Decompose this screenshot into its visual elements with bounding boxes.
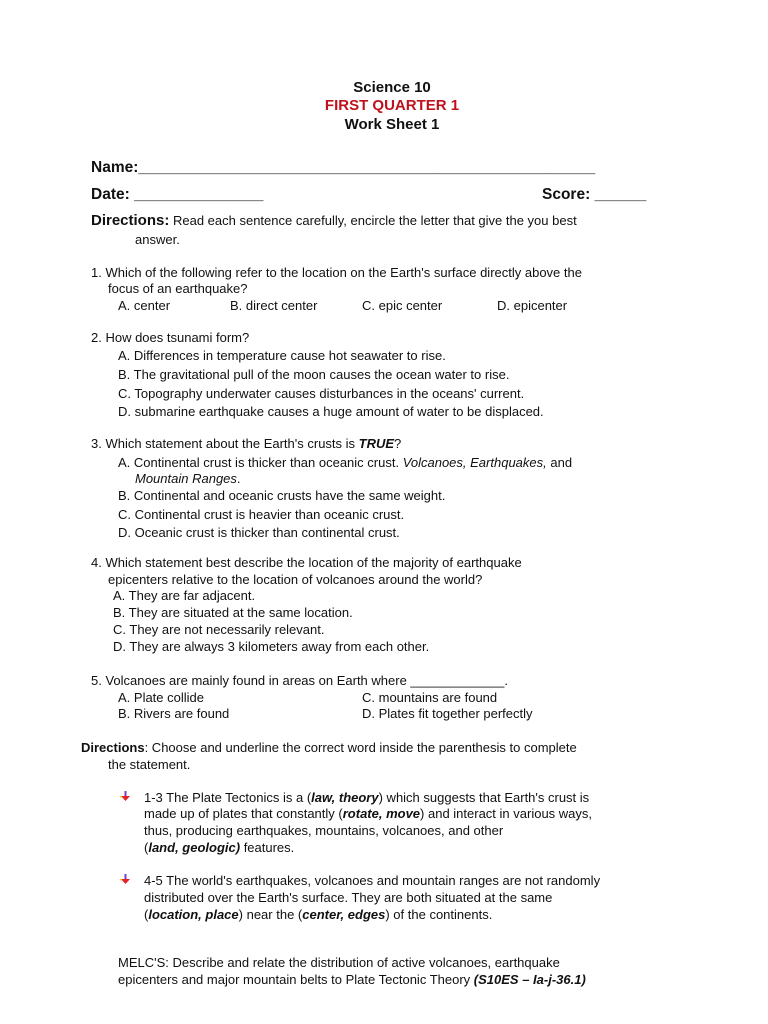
q4-choice-a[interactable]: A. They are far adjacent.	[113, 588, 256, 603]
item-1-3-text-2b: ) and interact in various ways,	[420, 806, 593, 821]
item-1-3-line-1	[144, 789, 589, 806]
item-4-5-line-1: 4-5 The world's earthquakes, volcanoes and mountain ranges are not randomly	[144, 873, 601, 888]
item-4-5-line-3	[144, 906, 492, 923]
question-4: 4. Which statement best describe the location of the majority of earthquake	[91, 555, 522, 570]
score-label: Score:	[542, 186, 591, 203]
question-1: 1. Which of the following refer to the location on the Earth's surface directly above the	[91, 265, 582, 280]
q3-choice-d[interactable]: D. Oceanic crust is thicker than continental crust.	[118, 525, 400, 540]
q5-choice-d[interactable]: D. Plates fit together perfectly	[362, 706, 533, 721]
choice-land-geologic[interactable]: land, geologic)	[148, 840, 241, 855]
item-1-3-line-3: thus, producing earthquakes, mountains, volcanoes, and other	[144, 823, 504, 838]
q3-choice-a[interactable]	[118, 454, 572, 471]
directions-1-text: Read each sentence carefully, encircle the letter that give the you best	[172, 213, 577, 228]
item-1-3-text-2: made up of plates that constantly (	[144, 806, 343, 821]
q4-choice-c[interactable]: C. They are not necessarily relevant.	[113, 622, 325, 637]
item-4-5-line-2: distributed over the Earth's surface. They are both situated at the same	[144, 890, 553, 905]
date-row	[91, 186, 263, 204]
q5-choice-b[interactable]: B. Rivers are found	[118, 706, 230, 721]
q2-choice-a[interactable]: A. Differences in temperature cause hot seawater to rise.	[118, 348, 446, 363]
q5-choice-c[interactable]: C. mountains are found	[362, 690, 498, 705]
q2-choice-c[interactable]: C. Topography underwater causes disturbances in the oceans' current.	[118, 386, 525, 401]
item-4-5-paren: (	[144, 907, 149, 922]
item-1-3-line-4	[144, 839, 294, 856]
q3-mark: ?	[394, 436, 402, 451]
q3-text: 3. Which statement about the Earth's crusts is	[91, 436, 359, 451]
item-1-3-line-2	[144, 805, 592, 822]
directions-2-text-cont: the statement.	[108, 757, 191, 772]
melc-text: epicenters and major mountain belts to Plate Tectonic Theory	[118, 972, 474, 987]
question-4-cont: epicenters relative to the location of volcanoes around the world?	[108, 572, 483, 587]
subject-title: Science 10	[353, 79, 431, 96]
q3-choice-c[interactable]: C. Continental crust is heavier than oceanic crust.	[118, 507, 405, 522]
item-1-3-text-4: features.	[240, 840, 295, 855]
q3-a-italic-2: Mountain Ranges	[135, 471, 237, 486]
choice-center-edges[interactable]: center, edges	[302, 907, 386, 922]
question-3	[91, 435, 401, 452]
q3-a-italic: Volcanoes, Earthquakes,	[402, 455, 547, 470]
q5-choice-a[interactable]: A. Plate collide	[118, 690, 204, 705]
choice-rotate-move[interactable]: rotate, move	[342, 806, 421, 821]
q4-choice-d[interactable]: D. They are always 3 kilometers away from each other.	[113, 639, 430, 654]
item-1-3-paren: (	[144, 840, 149, 855]
q3-choice-b[interactable]: B. Continental and oceanic crusts have the same weight.	[118, 488, 446, 503]
q3-a-text: A. Continental crust is thicker than oceanic crust.	[118, 455, 403, 470]
item-4-5-text-end: ) of the continents.	[385, 907, 493, 922]
bullet-arrow-icon	[120, 874, 131, 885]
q3-a-tail-2: .	[236, 471, 241, 486]
directions-1	[91, 212, 577, 229]
q2-choice-d[interactable]: D. submarine earthquake causes a huge amount of water to be displaced.	[118, 404, 544, 419]
name-row	[91, 159, 595, 177]
q3-choice-a-cont	[135, 470, 241, 487]
melc-line-2	[118, 971, 586, 988]
name-label: Name:	[91, 159, 139, 176]
question-5: 5. Volcanoes are mainly found in areas on Earth where _____________.	[91, 673, 509, 688]
q2-choice-b[interactable]: B. The gravitational pull of the moon causes the ocean water to rise.	[118, 367, 510, 382]
question-1-cont: focus of an earthquake?	[108, 281, 248, 296]
directions-2-label: Directions	[81, 740, 145, 755]
q1-choice-a[interactable]: A. center	[118, 298, 171, 313]
question-2: 2. How does tsunami form?	[91, 330, 250, 345]
q1-choice-d[interactable]: D. epicenter	[497, 298, 568, 313]
q1-choice-b[interactable]: B. direct center	[230, 298, 318, 313]
name-line[interactable]: _____________________________________________________	[138, 159, 596, 176]
score-row	[542, 186, 646, 204]
directions-1-label: Directions:	[91, 212, 170, 229]
worksheet-title: Work Sheet 1	[344, 116, 440, 133]
q3-a-tail: and	[546, 455, 573, 470]
choice-location-place[interactable]: location, place	[148, 907, 239, 922]
score-line[interactable]: ______	[594, 186, 647, 203]
quarter-title: FIRST QUARTER 1	[324, 97, 460, 114]
directions-2	[81, 739, 577, 756]
q1-choice-c[interactable]: C. epic center	[362, 298, 443, 313]
directions-1-text-cont: answer.	[135, 232, 180, 247]
item-4-5-text: ) near the (	[238, 907, 303, 922]
melc-code: (S10ES – Ia-j-36.1)	[473, 972, 586, 987]
item-1-3-text-b: ) which suggests that Earth's crust is	[378, 790, 590, 805]
choice-law-theory[interactable]: law, theory	[311, 790, 379, 805]
q4-choice-b[interactable]: B. They are situated at the same location.	[113, 605, 353, 620]
bullet-arrow-icon	[120, 791, 131, 802]
date-label: Date:	[91, 186, 130, 203]
item-1-3-text: 1-3 The Plate Tectonics is a (	[144, 790, 312, 805]
melc-line-1: MELC'S: Describe and relate the distribution of active volcanoes, earthquake	[118, 955, 560, 970]
directions-2-text: : Choose and underline the correct word inside the parenthesis to complete	[144, 740, 577, 755]
q3-emphasis: TRUE	[358, 436, 395, 451]
date-line[interactable]: _______________	[134, 186, 264, 203]
